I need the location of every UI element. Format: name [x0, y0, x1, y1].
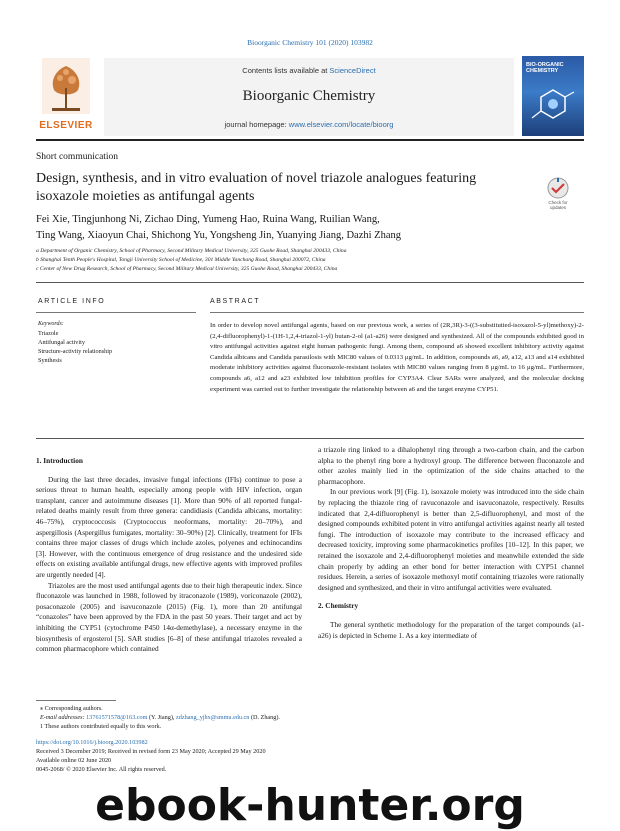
keyword-item: Structure-activity relationship — [38, 348, 113, 355]
email-label: E-mail addresses: — [40, 714, 87, 721]
publication-info — [36, 738, 436, 774]
equal-contribution-note: 1 These authors contributed equally to this work. — [40, 723, 162, 730]
cover-molecule-icon — [530, 86, 576, 126]
article-info-heading: ARTICLE INFO — [38, 298, 106, 305]
available-online: Available online 02 June 2020 — [36, 757, 112, 764]
elsevier-tree-icon — [42, 58, 90, 114]
email-link-jiang[interactable]: 13761571578@163.com — [86, 714, 148, 721]
header-rule — [36, 139, 584, 141]
article-info-rule — [36, 312, 196, 313]
publisher-wordmark: ELSEVIER — [39, 120, 93, 131]
affiliation-c: c Center of New Drug Research, School of Pharmacy, Second Military Medical University, 325 Guohe Road, Shanghai 200433, China — [36, 266, 338, 272]
affiliation-b: b Shanghai Tenth People's Hospital, Tongji University School of Medicine, 301 Middle Yanchang Road, Shanghai 200072, China — [36, 257, 326, 263]
email-line — [40, 713, 440, 722]
cover-title: BIO-ORGANIC CHEMISTRY — [526, 62, 564, 74]
journal-title: Bioorganic Chemistry — [242, 88, 376, 104]
elsevier-logo — [36, 58, 96, 136]
keyword-item: Triazole — [38, 330, 59, 337]
crossmark-label: Check for updates — [548, 200, 568, 210]
contents-line — [104, 66, 514, 75]
journal-header-box — [104, 58, 514, 136]
email-name-jiang: (Y. Jiang), — [147, 714, 176, 721]
sciencedirect-link[interactable]: ScienceDirect — [329, 66, 376, 75]
received-dates: Received 3 December 2019; Received in revised form 23 May 2020; Accepted 29 May 2020 — [36, 748, 266, 755]
keyword-item: Synthesis — [38, 357, 62, 364]
crossmark-badge[interactable] — [540, 176, 576, 212]
journal-cover — [522, 56, 584, 136]
homepage-link[interactable]: www.elsevier.com/locate/bioorg — [288, 120, 394, 129]
intro-paragraph-3: a triazole ring linked to a dihalophenyl ring through a two-carbon chain, and the carbon alpha to the phenyl ring bore a hydroxyl group. The difference between fluconazole and other azoles mainly lied in the optimization of the side chains attached to the pharmacophore. — [318, 445, 584, 486]
abstract-heading: ABSTRACT — [210, 298, 261, 305]
crossmark-icon — [540, 176, 576, 200]
left-column — [36, 456, 302, 655]
footnote-rule — [36, 700, 116, 701]
right-column — [318, 445, 584, 641]
title-rule — [36, 282, 584, 283]
article-type: Short communication — [36, 152, 119, 162]
email-name-zhang: (D. Zhang). — [249, 714, 280, 721]
homepage-line — [104, 120, 514, 129]
homepage-prefix: journal homepage: — [224, 120, 289, 129]
authors-line-1: Fei Xie, Tingjunhong Ni, Zichao Ding, Yumeng Hao, Ruina Wang, Ruilian Wang, — [36, 214, 380, 225]
journal-reference[interactable]: Bioorganic Chemistry 101 (2020) 103982 — [247, 38, 373, 47]
article-title: Design, synthesis, and in vitro evaluation of novel triazole analogues featuring isoxazole moieties as antifungal agents — [36, 171, 477, 204]
affiliation-a: a Department of Organic Chemistry, School of Pharmacy, Second Military Medical University, 325 Guohe Road, Shanghai 200433, China — [36, 248, 347, 254]
abstract-rule — [210, 312, 584, 313]
abstract-bottom-rule — [36, 438, 584, 439]
chemistry-paragraph-1: The general synthetic methodology for the preparation of the target compounds (a1-a26) is depicted in Scheme 1. As a key intermediate of — [318, 619, 584, 640]
copyright: 0045-2068/ © 2020 Elsevier Inc. All rights reserved. — [36, 766, 167, 773]
footnotes — [40, 704, 440, 731]
intro-paragraph-1: During the last three decades, invasive fungal infections (IFIs) continue to pose a serious threat to human health, especially among people with HIV infection, organ transplant, cancer and autoimmune diseases [1]. More than 90% of all reported fungal-related deaths mainly result from three genera: candidiasis (Candida albicans, mortality: 46–75%), cryptococcosis (Cryptococcus neoformans, mortality: 20–70%), and aspergillosis (Aspergillus fumigates, mortality: 30–90%) [2]. Clinically, treatment for IFIs contains three major classes of drugs which include azoles, polyenes and echinocandins [3]. However, with the continuous emergence of drug resistance and the undesired side effects on existing available antifungal drugs, new effective agents with improved profiles are urgently needed [4]. — [36, 474, 302, 579]
intro-paragraph-2: Triazoles are the most used antifungal agents due to their high therapeutic index. Since fluconazole was launched in 1988, followed by itraconazole (1989), voriconazole (2002), posaconazole (2005) and isavuconazole (2015) (Fig. 1), more than 20 antifungal “conazoles” have been approved by the FDA in the past 50 years. Their target and act by inhibiting the CYP51 (cytochrome P450 14α-demethylase), a necessary enzyme in the biosynthesis of ergosterol [5]. SAR studies [6–8] of these antifungal triazoles revealed a common pharmacophore which contained — [36, 580, 302, 654]
doi-link[interactable]: https://doi.org/10.1016/j.bioorg.2020.103982 — [36, 739, 148, 746]
keywords-label: Keywords: — [38, 321, 64, 327]
introduction-heading: 1. Introduction — [36, 456, 83, 465]
email-link-zhang[interactable]: zdzhang_yjhx@smmu.edu.cn — [175, 714, 250, 721]
watermark-text: ebook-hunter.org — [95, 780, 525, 831]
keyword-item: Antifungal activity — [38, 339, 85, 346]
authors-line-2: Ting Wang, Xiaoyun Chai, Shichong Yu, Yongsheng Jin, Yuanying Jiang, Dazhi Zhang — [36, 230, 401, 241]
abstract-text: In order to develop novel antifungal agents, based on our previous work, a series of (2R,3R)-3-((3-substitutied-isoxazol-5-yl)methoxy)-2-(2,4-difluorophenyl)-1-(1H-1,2,4-triazol-1-yl) butan-2-ol (a1-a26) were designed and synthesized. All of the compounds exhibited good in vitro antifungal activities against eight human pathogenic fungi. Among them, compound a6 showed excellent inhibitory activity against Candida albicans and Candida parasilosis with MIC80 values of 0.0313 μg/mL. In addition, compounds a6, a9, a12, a13 and a14 exhibited moderate inhibitory activities against fluconazole-resistant isolates with MIC80 values ranging from 8 μg/mL to 16 μg/mL. Furthermore, compounds a6, a12 and a23 exhibited low inhibition profiles for CYP3A4. Clear SARs were analyzed, and the molecular docking experiment was carried out to further investigate the relationship between a6 and the target enzyme CYP51. — [210, 322, 584, 393]
contents-prefix: Contents lists available at — [242, 66, 330, 75]
chemistry-heading: 2. Chemistry — [318, 601, 359, 611]
corresponding-note: ⁎ Corresponding authors. — [40, 705, 103, 712]
intro-paragraph-4: In our previous work [9] (Fig. 1), isoxazole moiety was introduced into the side chain by replacing the thiazole ring of ravuconazole and isavuconazole, respectively. Results indicated that 2,4-difluorophenyl is better than 2,5-difluorophenyl, and most of the designed compounds exhibited potent in vitro antifungal activities against nearly all tested fungi. The introduction of isoxazole may contribute to the increased efficacy and decreased toxicity, improving some pharmacokinetics profiles [10–12]. In this paper, we retained the isoxazole and 2,4-difluorophenyl moieties and meanwhile extended the side chain properly by adding an ether bond for better interaction with CYP51 channel residues. Herein, a series of isoxazole methoxyl motif containing triazoles were rationally designed and synthesized, and their in vitro antifungal activities were evaluated. — [318, 487, 584, 592]
author-list — [36, 212, 576, 244]
